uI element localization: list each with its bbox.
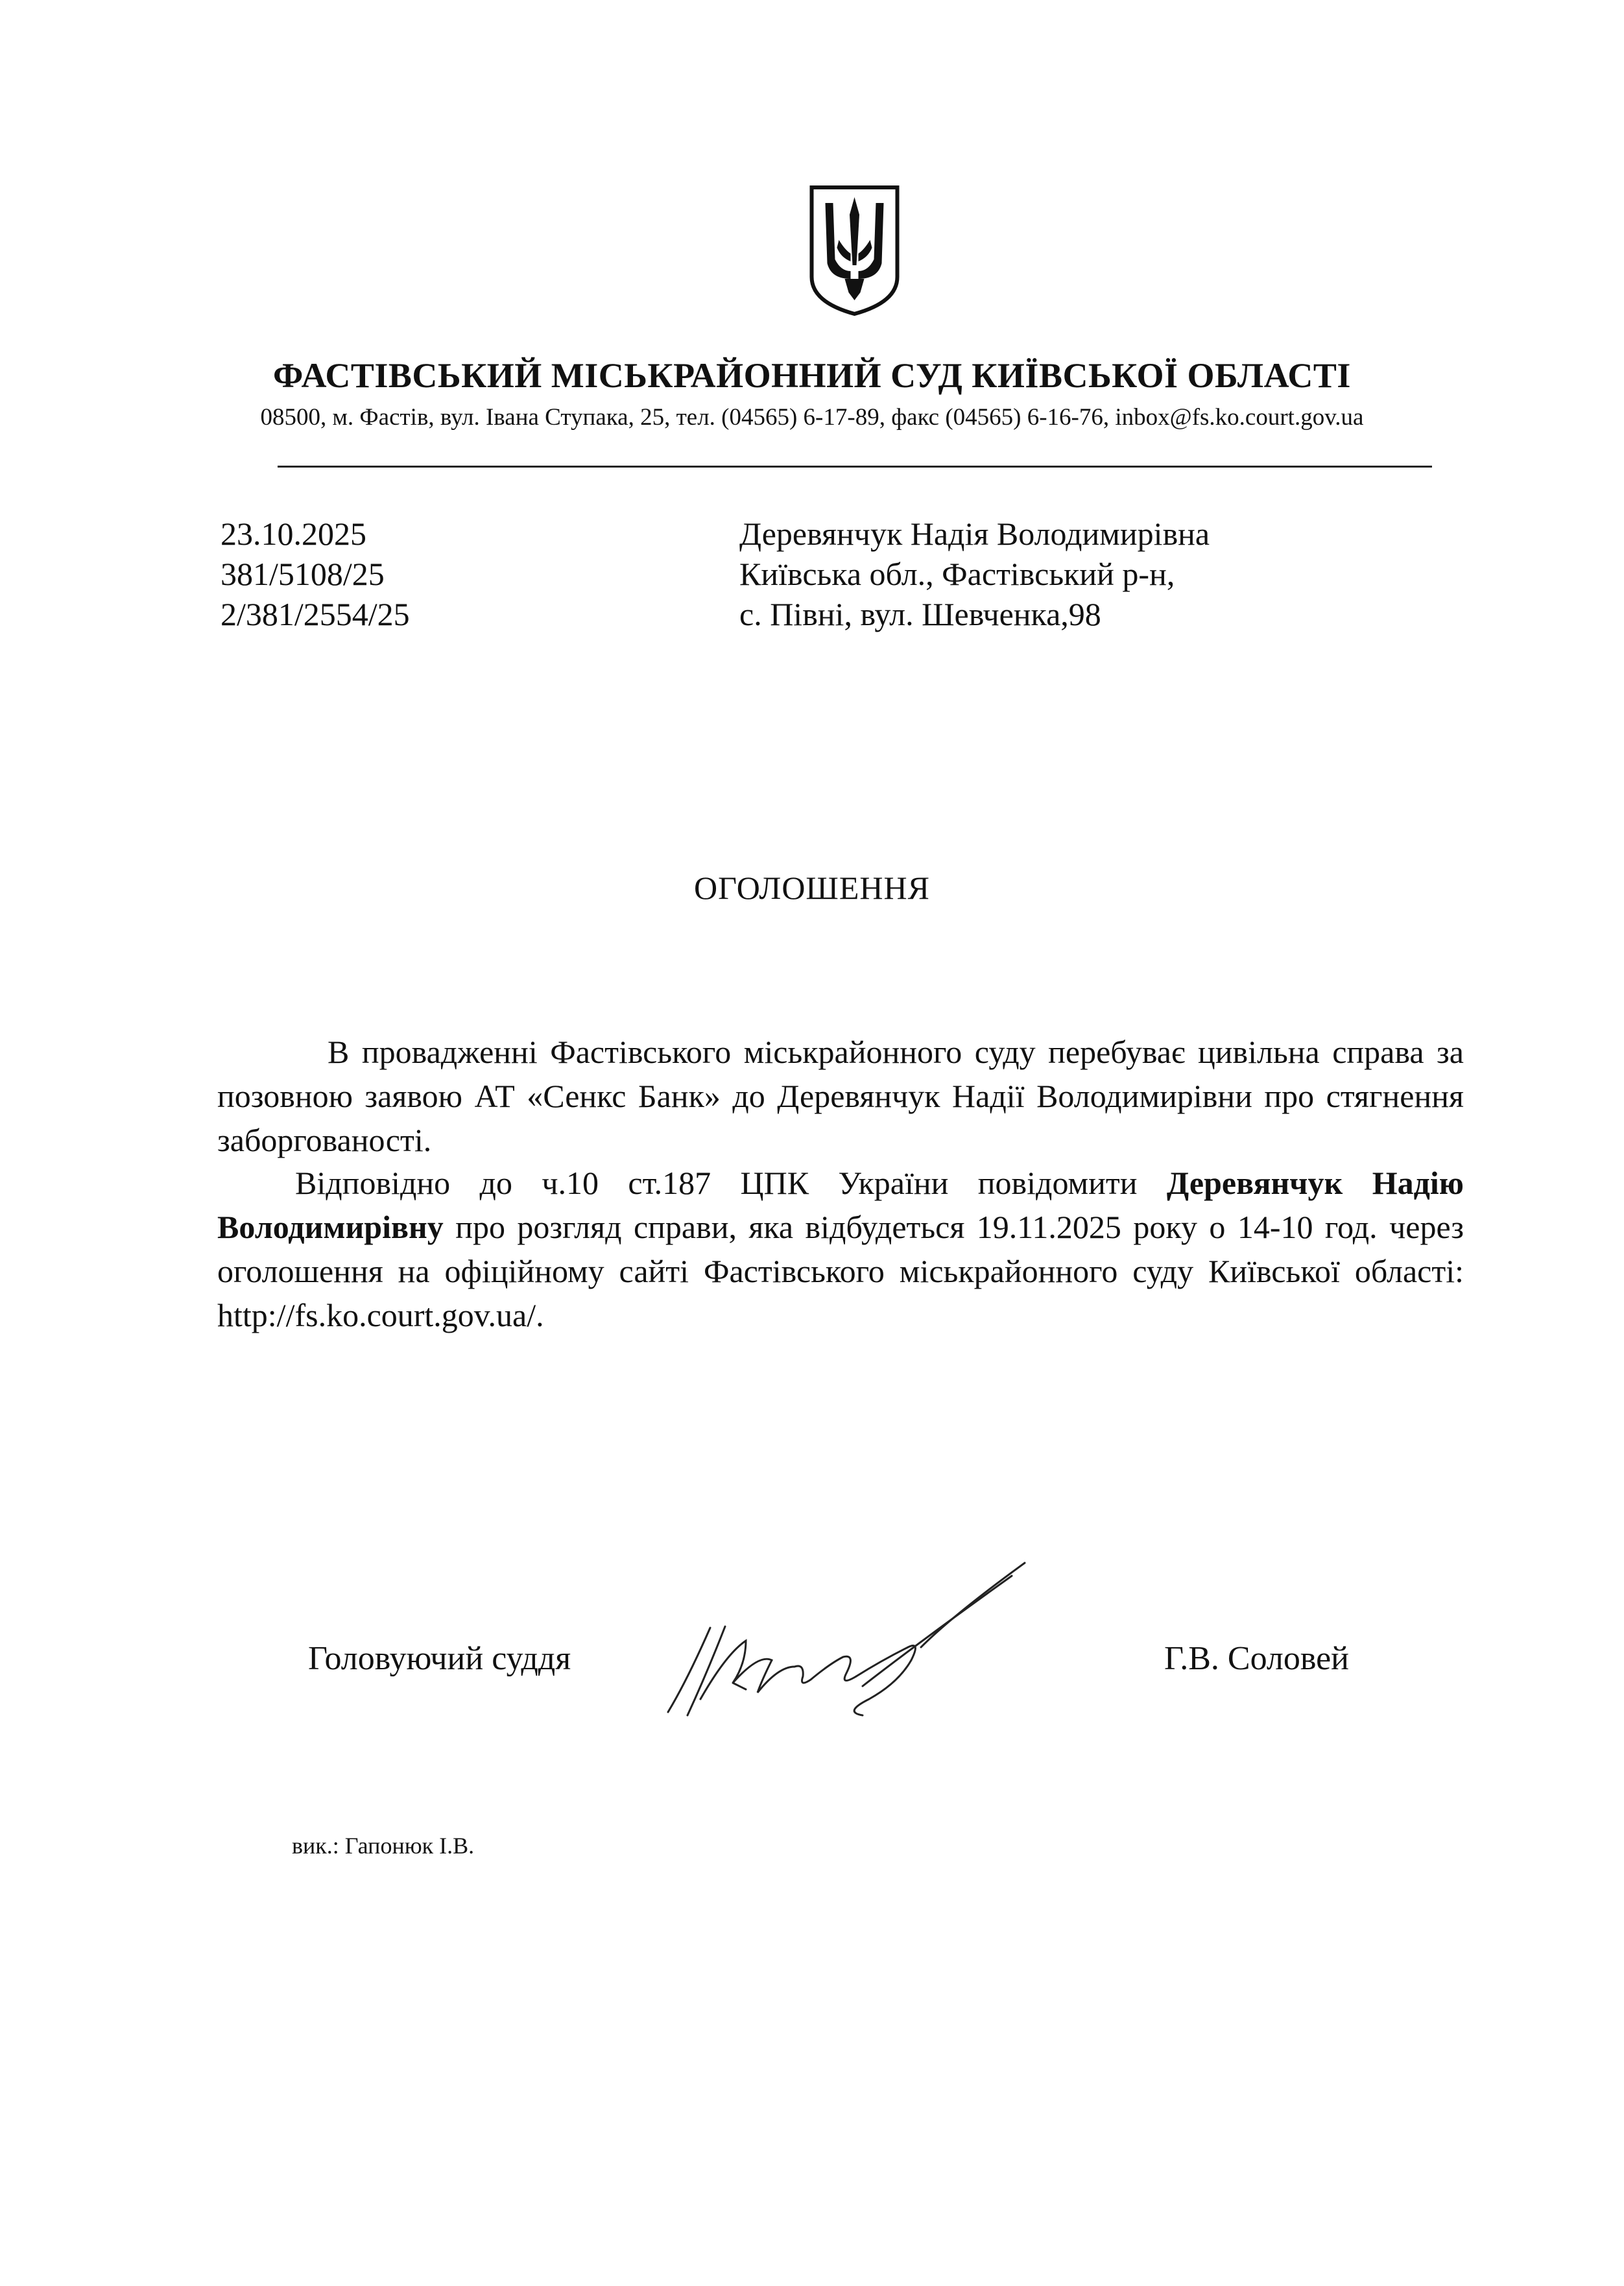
body-paragraph-1-text: В провадженні Фастівського міськрайонного суду перебуває цивільна справа за позовною заявою АТ «Сенкс Банк» до Деревянчук Надії Володимирівни про стягнення заборгованості. (217, 1034, 1464, 1158)
court-name: ФАСТІВСЬКИЙ МІСЬКРАЙОННИЙ СУД КИЇВСЬКОЇ ОБЛАСТІ (273, 356, 1351, 395)
defendant-name-bold: Деревянчук Надію Володимирівну (217, 1165, 1464, 1245)
body-paragraph-1 (217, 1030, 1464, 1162)
trident-emblem-icon (804, 182, 905, 318)
judge-name: Г.В. Соловей (1164, 1640, 1349, 1677)
handwritten-signature (649, 1550, 1038, 1744)
recipient-block (739, 514, 1210, 634)
document-title: ОГОЛОШЕННЯ (694, 870, 930, 906)
recipient-address-line2: с. Півні, вул. Шевченка,98 (739, 596, 1101, 632)
case-number: 2/381/2554/25 (221, 596, 410, 632)
body-paragraph-2 (217, 1161, 1464, 1337)
signer-role: Головуючий суддя (308, 1640, 571, 1677)
court-contacts: 08500, м. Фастів, вул. Івана Ступака, 25, тел. (04565) 6-17-89, факс (04565) 6-16-76, inbox@fs.ko.court.gov.ua (260, 404, 1364, 431)
document-date: 23.10.2025 (221, 516, 366, 552)
header-divider (278, 466, 1432, 468)
body-paragraph-2-text-end: про розгляд справи, яка відбудеться 19.11.2025 року о 14-10 год. через оголошення на офіційному сайті Фастівського міськрайонного суду Київської області: http://fs.ko.court.gov.ua/. (217, 1209, 1464, 1333)
recipient-name: Деревянчук Надія Володимирівна (739, 516, 1210, 552)
outgoing-number: 381/5108/25 (221, 556, 385, 592)
body-paragraph-2-text-start: Відповідно до ч.10 ст.187 ЦПК України повідомити (295, 1165, 1167, 1201)
executor-note: вик.: Гапонюк І.В. (292, 1833, 475, 1859)
recipient-address-line1: Київська обл., Фастівський р-н, (739, 556, 1175, 592)
document-meta (221, 514, 410, 634)
